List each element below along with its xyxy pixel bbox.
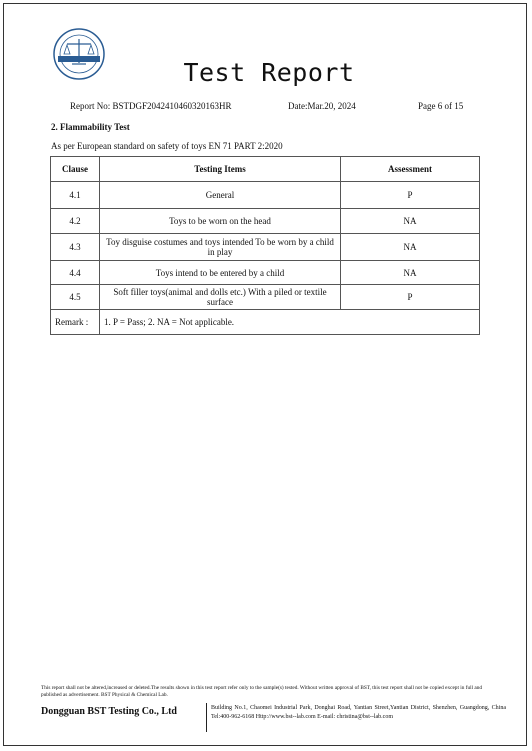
assessment-cell: P bbox=[341, 285, 480, 310]
section-heading: 2. Flammability Test bbox=[51, 122, 130, 132]
assessment-cell: NA bbox=[341, 234, 480, 261]
remark-text: 1. P = Pass; 2. NA = Not applicable. bbox=[100, 310, 480, 335]
header-clause: Clause bbox=[51, 157, 100, 182]
item-cell: Soft filler toys(animal and dolls etc.) With a piled or textile surface bbox=[100, 285, 341, 310]
header-testing-items: Testing Items bbox=[100, 157, 341, 182]
assessment-cell: P bbox=[341, 182, 480, 209]
item-cell: General bbox=[100, 182, 341, 209]
report-title: Test Report bbox=[183, 58, 355, 87]
results-table bbox=[50, 156, 480, 335]
page-border bbox=[3, 3, 527, 746]
assessment-cell: NA bbox=[341, 261, 480, 285]
company-address: Building No.1, Chaomei Industrial Park, Donghai Road, Yantian Street,Yantian District, Shenzhen, Guangdong, China Tel:400-962-6168 Http://www.bst--lab.com E-mail: christina@bst--lab.com bbox=[211, 705, 506, 720]
table-row bbox=[51, 182, 480, 209]
page-number: Page 6 of 15 bbox=[418, 101, 464, 111]
assessment-cell: NA bbox=[341, 209, 480, 234]
item-cell: Toy disguise costumes and toys intended To be worn by a child in play bbox=[100, 234, 341, 261]
item-cell: Toys to be worn on the head bbox=[100, 209, 341, 234]
footer-disclaimer: This report shall not be altered,increased or deleted.The results shown in this test report refer only to the sample(s) tested. Without written approval of BST, this test report shall not be copied except in full and published as advertisement. BST Physical & Chemical Lab. bbox=[41, 685, 483, 698]
item-cell: Toys intend to be entered by a child bbox=[100, 261, 341, 285]
footer-divider bbox=[206, 703, 207, 732]
clause-cell: 4.1 bbox=[51, 182, 100, 209]
remark-label: Remark : bbox=[51, 310, 100, 335]
report-number: Report No: BSTDGF2042410460320163HR bbox=[70, 101, 232, 111]
section-intro: As per European standard on safety of toys EN 71 PART 2:2020 bbox=[51, 141, 283, 151]
header-assessment: Assessment bbox=[341, 157, 480, 182]
clause-cell: 4.4 bbox=[51, 261, 100, 285]
table-row bbox=[51, 261, 480, 285]
report-date: Date:Mar.20, 2024 bbox=[288, 101, 356, 111]
table-header-row bbox=[51, 157, 480, 182]
table-row bbox=[51, 234, 480, 261]
table-row bbox=[51, 285, 480, 310]
table-row bbox=[51, 209, 480, 234]
clause-cell: 4.5 bbox=[51, 285, 100, 310]
clause-cell: 4.3 bbox=[51, 234, 100, 261]
remark-row bbox=[51, 310, 480, 335]
company-name: Dongguan BST Testing Co., Ltd bbox=[41, 706, 177, 717]
clause-cell: 4.2 bbox=[51, 209, 100, 234]
